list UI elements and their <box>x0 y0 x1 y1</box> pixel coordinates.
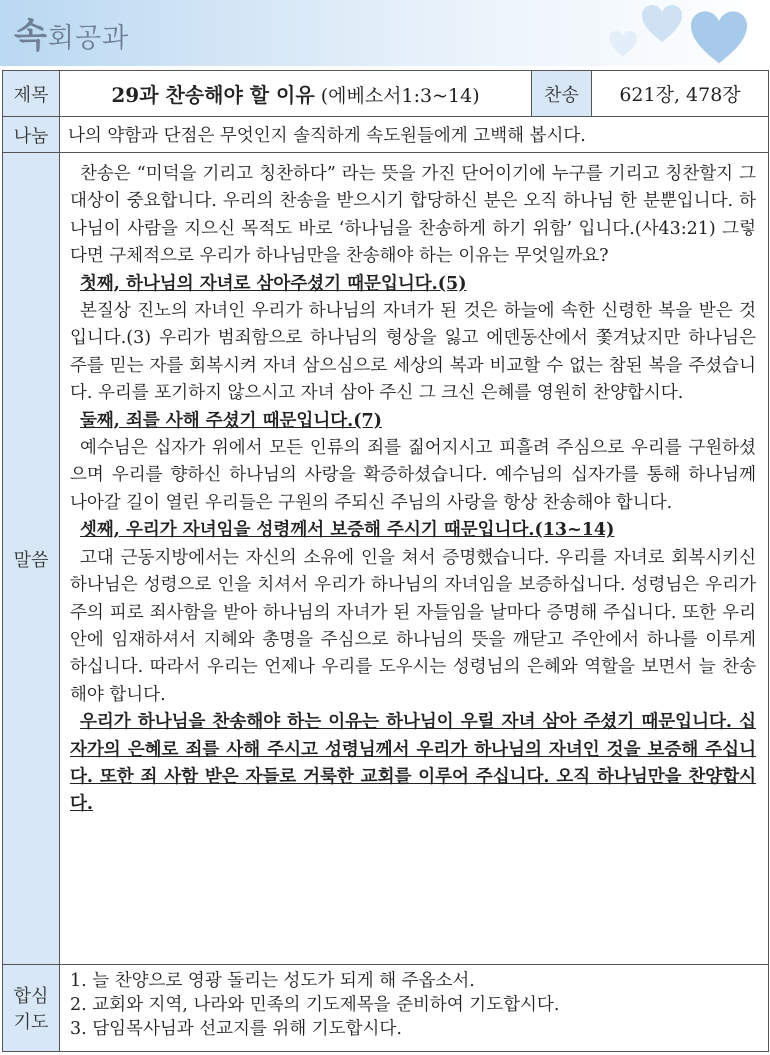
heart-icon <box>640 4 684 44</box>
intro-paragraph: 찬송은 “미덕을 기리고 칭찬하다” 라는 뜻을 가진 단어이기에 누구를 기리고 칭찬할지 그 대상이 중요합니다. 우리의 찬송을 받으시기 합당하신 분은 오직 하나님 한 분뿐입니다. 하나님이 사람을 지으신 목적도 바로 ‘하나님을 찬송하게 하기 위함’ 입니다.(사43:21) 그렇다면 구체적으로 우리가 하나님만을 찬송해야 하는 이유는 무엇일까요? <box>70 164 756 267</box>
prayer-item: 1. 늘 찬양으로 영광 돌리는 성도가 되게 해 주옵소서. <box>70 971 475 991</box>
section-title <box>14 8 129 57</box>
hymn-label: 찬송 <box>532 71 592 117</box>
prayer-item: 3. 담임목사님과 선교지를 위해 기도합시다. <box>70 1019 402 1039</box>
title-label: 제목 <box>3 71 60 117</box>
prayer-label-line: 합심 <box>13 986 49 1007</box>
header-band <box>0 0 770 66</box>
heart-icon <box>608 30 638 58</box>
sharing-label: 나눔 <box>3 117 60 153</box>
lesson-title-cell <box>60 71 532 117</box>
scripture-reference: (에베소서1:3~14) <box>320 85 480 107</box>
prayer-list <box>60 965 769 1052</box>
point-body: 고대 근동지방에서는 자신의 소유에 인을 쳐서 증명했습니다. 우리를 자녀로 회복시키신 하나님은 성령으로 인을 치셔서 우리가 하나님의 자녀임을 보증하십니다. 성령님은 우리가 주의 피로 죄사함을 받아 하나님의 자녀가 된 자들임을 날마다 증명해 주십니다. 또한 우리 안에 임재하셔서 지혜와 총명을 주심으로 하나님의 뜻을 깨닫고 주안에서 하나를 이루게 하십니다. 따라서 우리는 언제나 우리를 도우시는 성령님의 은혜와 역할을 보면서 늘 찬송해야 합니다. <box>70 547 756 705</box>
point-heading: 셋째, 우리가 자녀임을 성령께서 보증해 주시기 때문입니다.(13~14) <box>80 520 615 541</box>
hymn-numbers: 621장, 478장 <box>592 71 769 117</box>
lesson-sheet <box>2 70 768 1053</box>
point-body: 예수님은 십자가 위에서 모든 인류의 죄를 짊어지시고 피흘려 주심으로 우리를 구원하셨으며 우리를 향하신 하나님의 사랑을 확증하셨습니다. 예수님의 십자가를 통해 하나님께 나아갈 길이 열린 우리들은 구원의 주되신 주님의 사랑을 항상 찬송해야 합니다. <box>70 438 756 513</box>
word-row <box>3 153 769 965</box>
section-title-rest: 회공과 <box>47 23 130 54</box>
summary-paragraph: 우리가 하나님을 찬송해야 하는 이유는 하나님이 우릴 자녀 삼아 주셨기 때문입니다. 십자가의 은혜로 죄를 사해 주시고 성령님께서 우리가 하나님의 자녀인 것을 보증해 주십니다. 또한 죄 사함 받은 자들로 거룩한 교회를 이루어 주십니다. 오직 하나님만을 찬양합시다. <box>70 712 756 815</box>
lesson-title: 29과 찬송해야 할 이유 <box>111 83 315 107</box>
word-body <box>60 153 769 965</box>
lesson-table <box>2 70 769 1052</box>
point-heading: 둘째, 죄를 사해 주셨기 때문입니다.(7) <box>80 410 382 431</box>
point-heading: 첫째, 하나님의 자녀로 삼아주셨기 때문입니다.(5) <box>80 273 467 294</box>
sharing-row <box>3 117 769 153</box>
prayer-row <box>3 965 769 1052</box>
point-body: 본질상 진노의 자녀인 우리가 하나님의 자녀가 된 것은 하늘에 속한 신령한 복을 받은 것입니다.(3) 우리가 범죄함으로 하나님의 형상을 잃고 에덴동산에서 쫓겨났지만 하나님은 주를 믿는 자를 회복시켜 자녀 삼으심으로 세상의 복과 비교할 수 없는 참된 복을 주셨습니다. 우리를 포기하지 않으시고 자녀 삼아 주신 그 크신 은혜를 영원히 찬양합시다. <box>70 301 756 404</box>
prayer-label-line: 기도 <box>13 1012 49 1033</box>
word-label: 말씀 <box>3 153 60 965</box>
sharing-text: 나의 약함과 단점은 무엇인지 솔직하게 속도원들에게 고백해 봅시다. <box>60 117 769 153</box>
prayer-item: 2. 교회와 지역, 나라와 민족의 기도제목을 준비하여 기도합시다. <box>70 995 560 1015</box>
title-row <box>3 71 769 117</box>
section-title-first: 속 <box>14 16 48 56</box>
heart-icon <box>688 10 750 66</box>
prayer-label <box>3 965 60 1052</box>
